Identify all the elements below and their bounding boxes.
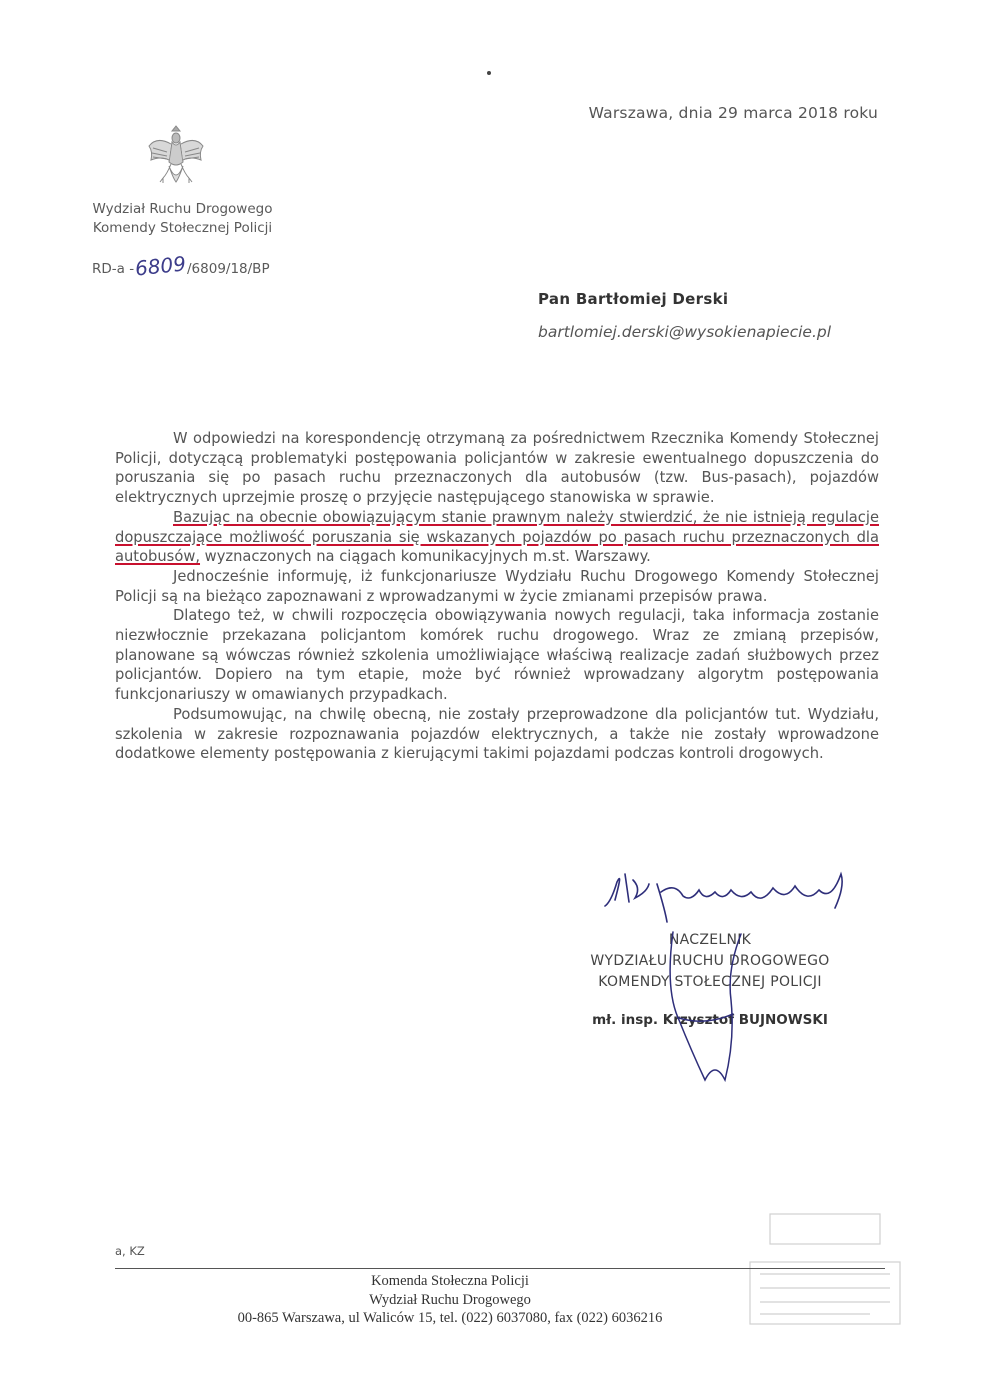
reference-handwritten: 6809 xyxy=(133,251,188,281)
signer-title-line-1: NACZELNIK xyxy=(668,932,752,948)
signer-title-line-2: WYDZIAŁU RUCHU DROGOWEGO xyxy=(590,953,830,969)
paragraph-3: Jednocześnie informuję, iż funkcjonariusze Wydziału Ruchu Drogowego Komendy Stołecznej Policji są na bieżąco zapoznawani z wprowadzanymi w życie zmianami przepisów prawa. xyxy=(115,567,879,605)
reference-prefix: RD-a - xyxy=(92,261,135,277)
footer-line-1: Komenda Stołeczna Policji xyxy=(371,1273,529,1289)
paragraph-1: W odpowiedzi na korespondencję otrzymaną za pośrednictwem Rzecznika Komendy Stołecznej Policji, dotyczącą problematyki postępowania policjantów w zakresie ewentualnego dopuszczenia do poruszania się po pasach ruchu przeznaczonych dla autobusów (tzw. Bus-pasach), pojazdów elektrycznych uprzejmie proszę o przyjęcie następującego stanowiska w sprawie. xyxy=(115,430,879,507)
recipient-name: Pan Bartłomiej Derski xyxy=(538,290,729,308)
department-line-2: Komendy Stołecznej Policji xyxy=(92,220,273,236)
paragraph-5: Podsumowując, na chwilę obecną, nie zostały przeprowadzone dla policjantów tut. Wydziału, szkolenia w zakresie rozpoznawania pojazdów elektrycznych, a także nie zostały wprowadzone dodatkowe elementy postępowania z kierującymi takimi pojazdami podczas kontroli drogowych. xyxy=(115,705,879,763)
reference-number xyxy=(92,251,270,281)
letter-date: Warszawa, dnia 29 marca 2018 roku xyxy=(588,104,878,122)
polish-eagle-emblem-icon xyxy=(145,122,207,190)
signer-name: mł. insp. Krzysztof BUJNOWSKI xyxy=(592,1012,828,1028)
reference-suffix: /6809/18/BP xyxy=(187,261,270,277)
department-line-1: Wydział Ruchu Drogowego xyxy=(92,201,273,217)
signer-title-line-3: KOMENDY STOŁECZNEJ POLICJI xyxy=(598,974,822,990)
paragraph-2-rest: wyznaczonych na ciągach komunikacyjnych m.st. Warszawy. xyxy=(200,548,651,566)
footer-divider xyxy=(115,1268,885,1269)
scan-speck xyxy=(487,71,491,75)
signature-stroke-icon xyxy=(635,930,785,1090)
received-stamp-icon xyxy=(740,1210,905,1330)
footer-line-3: 00-865 Warszawa, ul Waliców 15, tel. (022) 6037080, fax (022) 6036216 xyxy=(237,1310,663,1326)
letter-body xyxy=(115,429,879,764)
underlined-statement: Bazując na obecnie obowiązującym stanie prawnym należy stwierdzić, że nie istnieją regulacje dopuszczające możliwość poruszania się wskazanych pojazdów po pasach ruchu przeznaczonych dla autobusów, xyxy=(115,508,879,566)
paragraph-2 xyxy=(115,508,879,567)
paragraph-4: Dlatego też, w chwili rozpoczęcia obowiązywania nowych regulacji, taka informacja zostanie niezwłocznie przekazana policjantom komórek ruchu drogowego. Wraz ze zmianą przepisów, planowane są wówczas również szkolenia umożliwiające właściwą realizacje zadań służbowych przez policjantów. Dopiero na tym etapie, może być również wprowadzany algorytm postępowania funkcjonariuszy w omawianych przypadkach. xyxy=(115,607,879,704)
letter-footer xyxy=(180,1272,720,1328)
author-initials: a, KZ xyxy=(115,1244,145,1258)
department-name xyxy=(80,200,285,238)
recipient-email: bartlomiej.derski@wysokienapiecie.pl xyxy=(538,323,832,341)
footer-line-2: Wydział Ruchu Drogowego xyxy=(369,1291,531,1308)
